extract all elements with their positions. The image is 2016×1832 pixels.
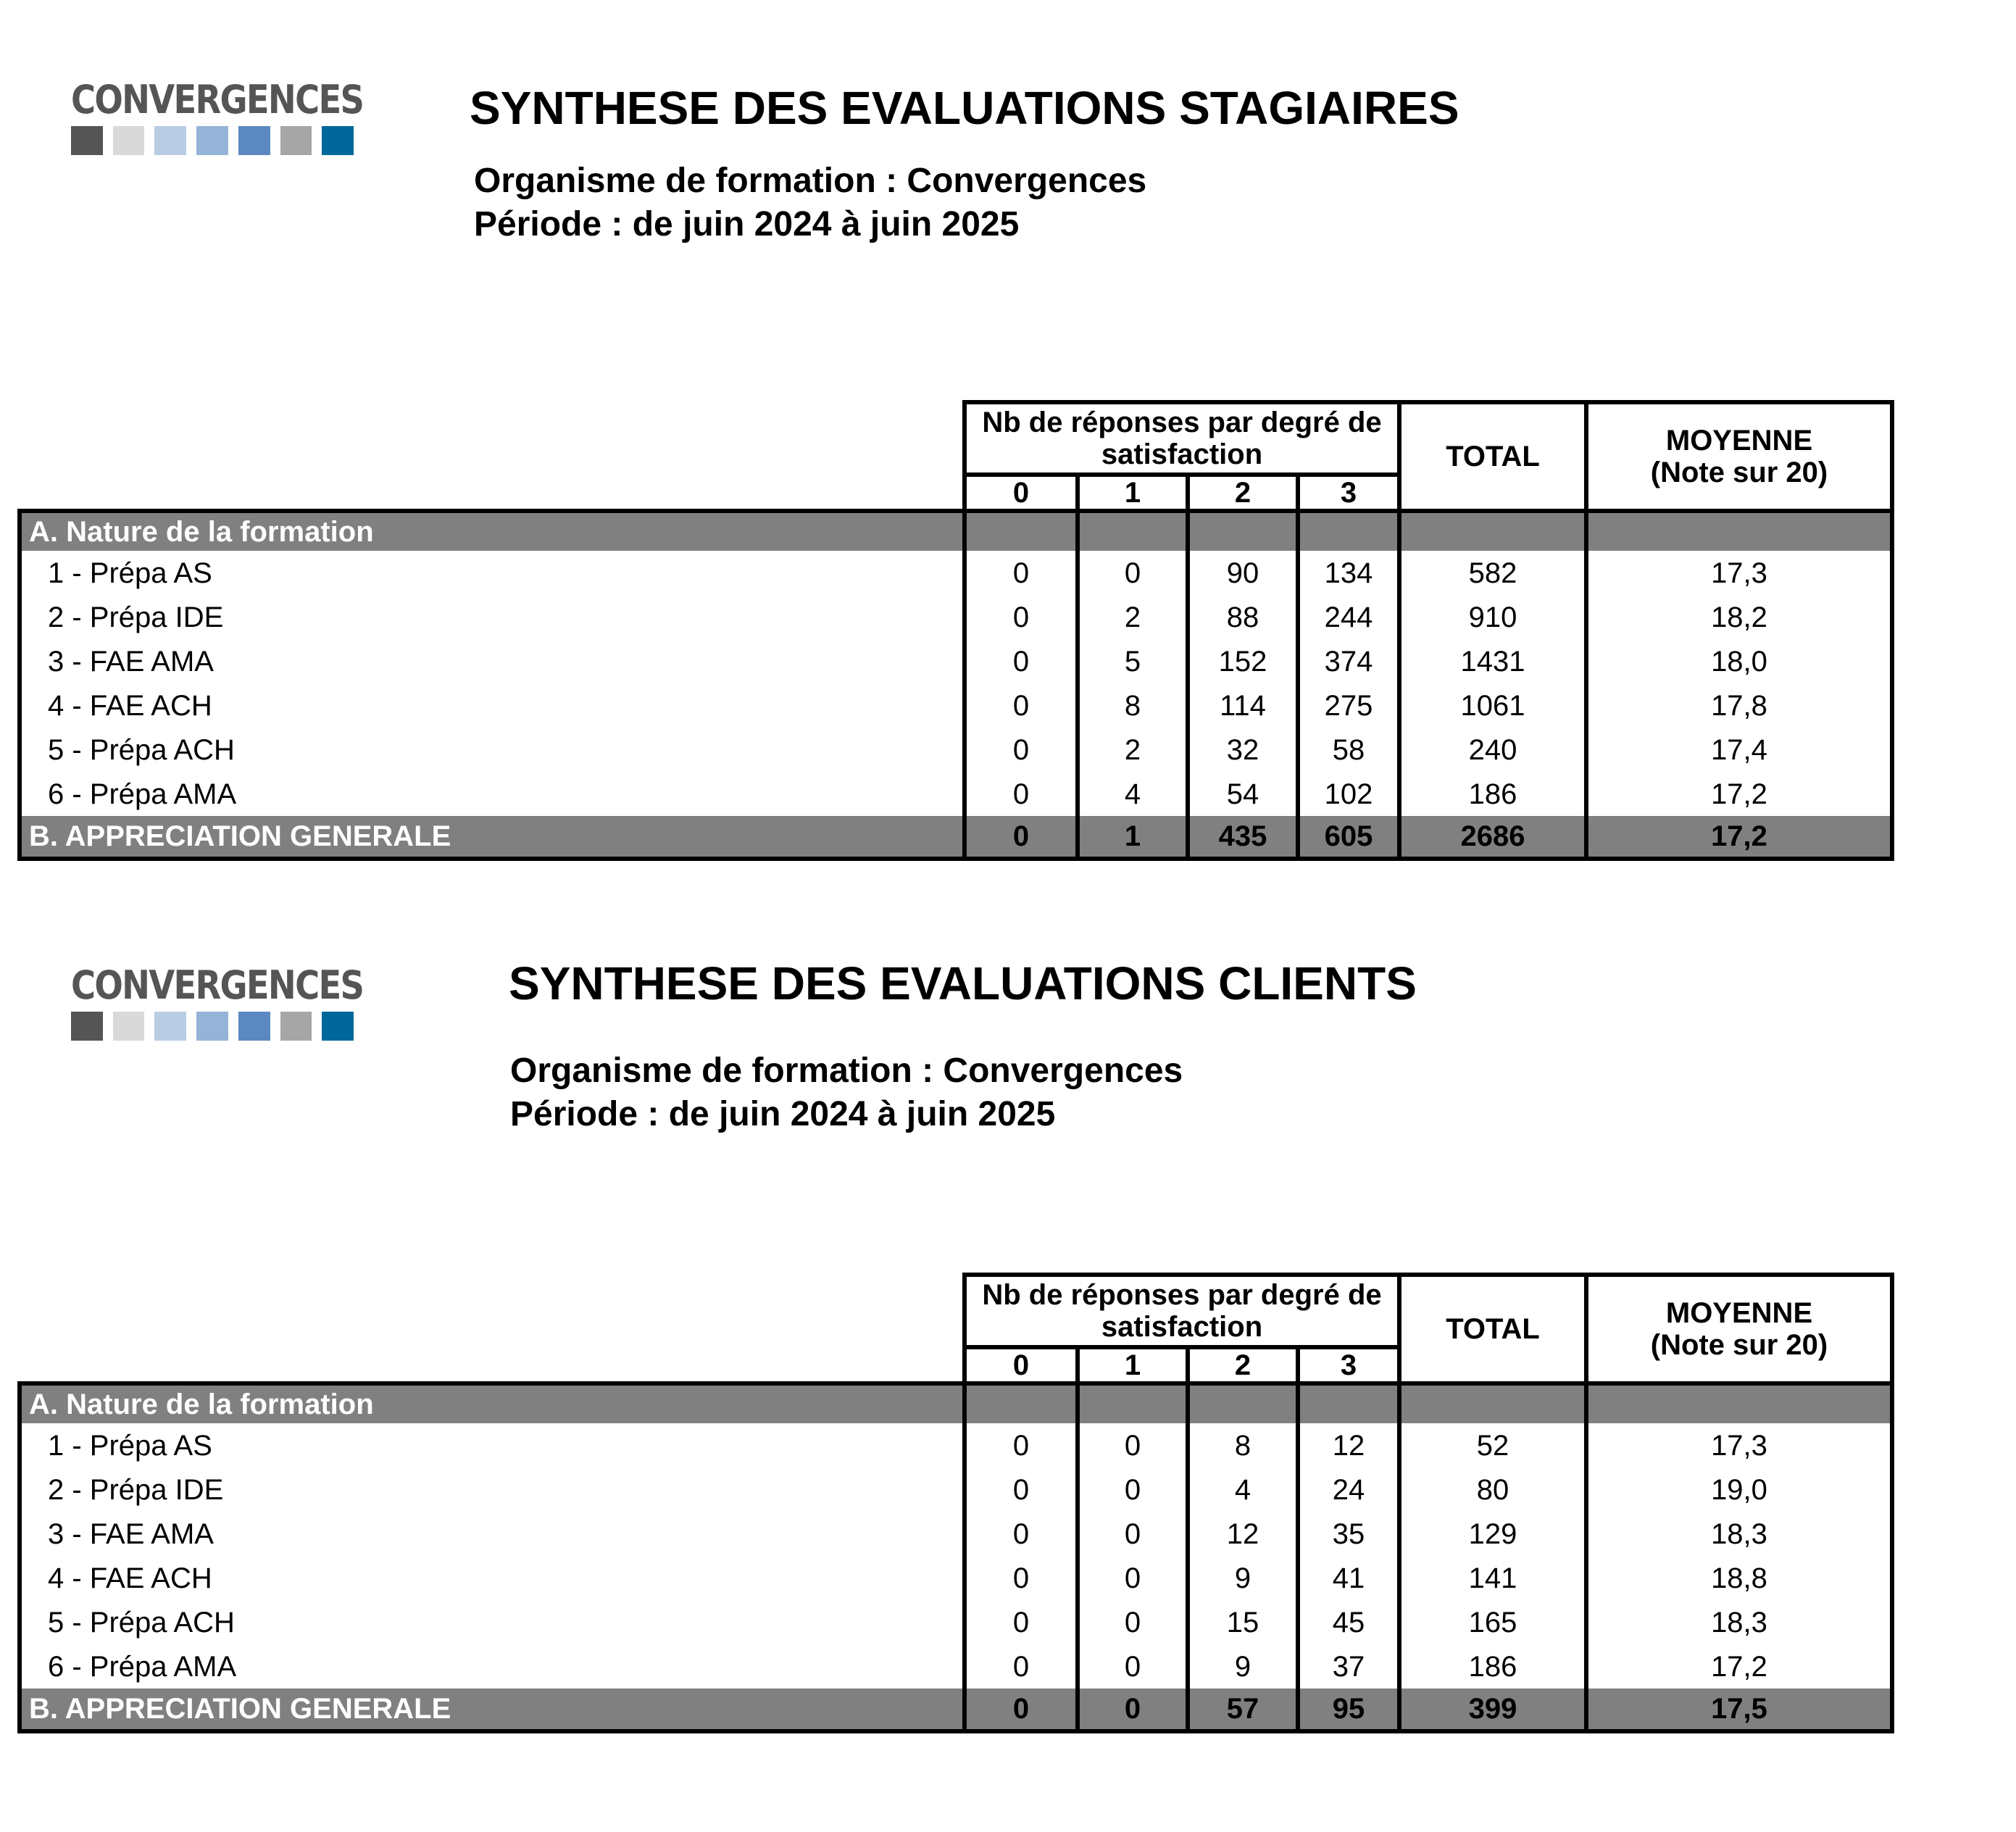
row-label: 4 - FAE ACH: [20, 1556, 965, 1600]
report-title-clients: SYNTHESE DES EVALUATIONS CLIENTS: [509, 957, 1417, 1009]
cell-level-0: 0: [965, 683, 1078, 728]
row-label: 2 - Prépa IDE: [20, 1467, 965, 1512]
cell-level-1: 2: [1078, 595, 1188, 639]
summary-level-3: 605: [1298, 816, 1399, 859]
summary-total: 2686: [1399, 816, 1586, 859]
cell-moyenne: 18,0: [1586, 639, 1892, 683]
cell-level-1: 0: [1078, 1423, 1188, 1467]
cell-level-2: 9: [1188, 1556, 1298, 1600]
cell-level-3: 275: [1298, 683, 1399, 728]
row-label: 5 - Prépa ACH: [20, 728, 965, 772]
summary-level-2: 57: [1188, 1689, 1298, 1731]
cell-level-2: 152: [1188, 639, 1298, 683]
header-level-3: 3: [1298, 475, 1399, 511]
cell-moyenne: 17,2: [1586, 772, 1892, 816]
convergences-logo: [71, 77, 364, 155]
logo-square-4: [196, 126, 228, 155]
logo-square-7: [322, 1012, 354, 1041]
cell-level-3: 374: [1298, 639, 1399, 683]
cell-level-0: 0: [965, 772, 1078, 816]
cell-level-2: 4: [1188, 1467, 1298, 1512]
organisme-label: Organisme de formation : Convergences: [474, 162, 1147, 200]
cell-level-0: 0: [965, 1600, 1078, 1644]
cell-level-3: 12: [1298, 1423, 1399, 1467]
cell-total: 240: [1399, 728, 1586, 772]
cell-moyenne: 19,0: [1586, 1467, 1892, 1512]
organisme-label: Organisme de formation : Convergences: [510, 1052, 1183, 1090]
header-level-2: 2: [1188, 475, 1298, 511]
header-blank: [20, 402, 965, 511]
table-row: [20, 683, 1892, 728]
logo-square-5: [238, 1012, 270, 1041]
table-row: [20, 1467, 1892, 1512]
periode-label: Période : de juin 2024 à juin 2025: [474, 205, 1020, 243]
header-satisfaction-group: Nb de réponses par degré de satisfaction: [965, 402, 1399, 475]
cell-level-3: 45: [1298, 1600, 1399, 1644]
cell-level-0: 0: [965, 1556, 1078, 1600]
logo-square-6: [280, 1012, 312, 1041]
cell-total: 186: [1399, 772, 1586, 816]
cell-level-2: 15: [1188, 1600, 1298, 1644]
table-row: [20, 1423, 1892, 1467]
cell-level-1: 0: [1078, 1600, 1188, 1644]
cell-total: 52: [1399, 1423, 1586, 1467]
summary-level-2: 435: [1188, 816, 1298, 859]
logo-color-squares: [71, 126, 354, 155]
logo-color-squares: [71, 1012, 354, 1041]
summary-level-1: 1: [1078, 816, 1188, 859]
header-moyenne-line2: (Note sur 20): [1650, 457, 1828, 488]
header-level-0: 0: [965, 475, 1078, 511]
logo-square-7: [322, 126, 354, 155]
cell-total: 1061: [1399, 683, 1586, 728]
cell-level-1: 5: [1078, 639, 1188, 683]
header-moyenne-line1: MOYENNE: [1665, 425, 1813, 457]
cell-total: 129: [1399, 1512, 1586, 1556]
row-label: 6 - Prépa AMA: [20, 1644, 965, 1689]
summary-moyenne: 17,5: [1586, 1689, 1892, 1731]
cell-level-0: 0: [965, 595, 1078, 639]
row-label: 6 - Prépa AMA: [20, 772, 965, 816]
table-row: [20, 595, 1892, 639]
evaluation-table-stagiaires: [17, 400, 1894, 861]
logo-square-3: [154, 1012, 186, 1041]
logo-wordmark: CONVERGENCES: [71, 77, 364, 122]
logo-square-1: [71, 1012, 103, 1041]
section-row-nature: [20, 511, 1892, 551]
cell-level-3: 134: [1298, 551, 1399, 595]
cell-level-2: 9: [1188, 1644, 1298, 1689]
table-row: [20, 728, 1892, 772]
section-row-nature: [20, 1383, 1892, 1423]
cell-total: 582: [1399, 551, 1586, 595]
cell-level-1: 0: [1078, 1556, 1188, 1600]
logo-wordmark: CONVERGENCES: [71, 962, 364, 1008]
cell-moyenne: 17,2: [1586, 1644, 1892, 1689]
header-total: TOTAL: [1399, 402, 1586, 511]
cell-level-0: 0: [965, 551, 1078, 595]
header-total: TOTAL: [1399, 1275, 1586, 1383]
header-moyenne-line2: (Note sur 20): [1650, 1329, 1828, 1361]
section-label: A. Nature de la formation: [20, 1383, 965, 1423]
cell-total: 80: [1399, 1467, 1586, 1512]
logo-square-1: [71, 126, 103, 155]
row-label: 2 - Prépa IDE: [20, 595, 965, 639]
header-level-3: 3: [1298, 1347, 1399, 1383]
summary-level-3: 95: [1298, 1689, 1399, 1731]
logo-square-2: [113, 1012, 145, 1041]
cell-level-1: 0: [1078, 1644, 1188, 1689]
cell-level-3: 102: [1298, 772, 1399, 816]
cell-level-0: 0: [965, 639, 1078, 683]
cell-total: 141: [1399, 1556, 1586, 1600]
cell-moyenne: 18,8: [1586, 1556, 1892, 1600]
table-row: [20, 1512, 1892, 1556]
summary-level-0: 0: [965, 1689, 1078, 1731]
cell-total: 165: [1399, 1600, 1586, 1644]
header-level-0: 0: [965, 1347, 1078, 1383]
cell-level-1: 0: [1078, 1467, 1188, 1512]
cell-level-0: 0: [965, 1467, 1078, 1512]
summary-level-0: 0: [965, 816, 1078, 859]
periode-label: Période : de juin 2024 à juin 2025: [510, 1095, 1056, 1133]
summary-level-1: 0: [1078, 1689, 1188, 1731]
header-blank: [20, 1275, 965, 1383]
cell-level-0: 0: [965, 1512, 1078, 1556]
cell-level-3: 58: [1298, 728, 1399, 772]
cell-level-1: 0: [1078, 1512, 1188, 1556]
evaluation-table-clients: [17, 1273, 1894, 1733]
logo-square-6: [280, 126, 312, 155]
cell-level-2: 88: [1188, 595, 1298, 639]
report-title-stagiaires: SYNTHESE DES EVALUATIONS STAGIAIRES: [470, 82, 1459, 134]
cell-level-0: 0: [965, 1423, 1078, 1467]
cell-level-1: 8: [1078, 683, 1188, 728]
cell-level-1: 0: [1078, 551, 1188, 595]
row-label: 3 - FAE AMA: [20, 1512, 965, 1556]
header-level-1: 1: [1078, 1347, 1188, 1383]
cell-level-3: 24: [1298, 1467, 1399, 1512]
cell-moyenne: 18,3: [1586, 1512, 1892, 1556]
logo-square-3: [154, 126, 186, 155]
row-label: 1 - Prépa AS: [20, 551, 965, 595]
header-level-1: 1: [1078, 475, 1188, 511]
row-label: 4 - FAE ACH: [20, 683, 965, 728]
summary-row-appreciation: [20, 1689, 1892, 1731]
cell-level-3: 244: [1298, 595, 1399, 639]
cell-level-3: 35: [1298, 1512, 1399, 1556]
cell-level-1: 2: [1078, 728, 1188, 772]
cell-moyenne: 18,2: [1586, 595, 1892, 639]
cell-level-2: 12: [1188, 1512, 1298, 1556]
row-label: 3 - FAE AMA: [20, 639, 965, 683]
table-row: [20, 639, 1892, 683]
cell-level-2: 32: [1188, 728, 1298, 772]
row-label: 5 - Prépa ACH: [20, 1600, 965, 1644]
cell-moyenne: 18,3: [1586, 1600, 1892, 1644]
cell-level-2: 54: [1188, 772, 1298, 816]
cell-level-1: 4: [1078, 772, 1188, 816]
header-moyenne: [1586, 1275, 1892, 1383]
header-level-2: 2: [1188, 1347, 1298, 1383]
summary-total: 399: [1399, 1689, 1586, 1731]
cell-moyenne: 17,8: [1586, 683, 1892, 728]
header-moyenne: [1586, 402, 1892, 511]
cell-moyenne: 17,4: [1586, 728, 1892, 772]
logo-square-4: [196, 1012, 228, 1041]
table-row: [20, 772, 1892, 816]
cell-level-2: 8: [1188, 1423, 1298, 1467]
summary-row-appreciation: [20, 816, 1892, 859]
cell-level-0: 0: [965, 1644, 1078, 1689]
logo-square-5: [238, 126, 270, 155]
cell-total: 186: [1399, 1644, 1586, 1689]
row-label: 1 - Prépa AS: [20, 1423, 965, 1467]
summary-moyenne: 17,2: [1586, 816, 1892, 859]
cell-total: 1431: [1399, 639, 1586, 683]
cell-level-2: 90: [1188, 551, 1298, 595]
cell-moyenne: 17,3: [1586, 551, 1892, 595]
cell-level-0: 0: [965, 728, 1078, 772]
summary-label: B. APPRECIATION GENERALE: [20, 816, 965, 859]
logo-square-2: [113, 126, 145, 155]
cell-moyenne: 17,3: [1586, 1423, 1892, 1467]
cell-level-2: 114: [1188, 683, 1298, 728]
table-row: [20, 1556, 1892, 1600]
table-row: [20, 1644, 1892, 1689]
table-row: [20, 551, 1892, 595]
cell-total: 910: [1399, 595, 1586, 639]
convergences-logo: [71, 962, 364, 1041]
cell-level-3: 37: [1298, 1644, 1399, 1689]
table-row: [20, 1600, 1892, 1644]
header-moyenne-line1: MOYENNE: [1665, 1297, 1813, 1329]
cell-level-3: 41: [1298, 1556, 1399, 1600]
summary-label: B. APPRECIATION GENERALE: [20, 1689, 965, 1731]
header-satisfaction-group: Nb de réponses par degré de satisfaction: [965, 1275, 1399, 1347]
section-label: A. Nature de la formation: [20, 511, 965, 551]
